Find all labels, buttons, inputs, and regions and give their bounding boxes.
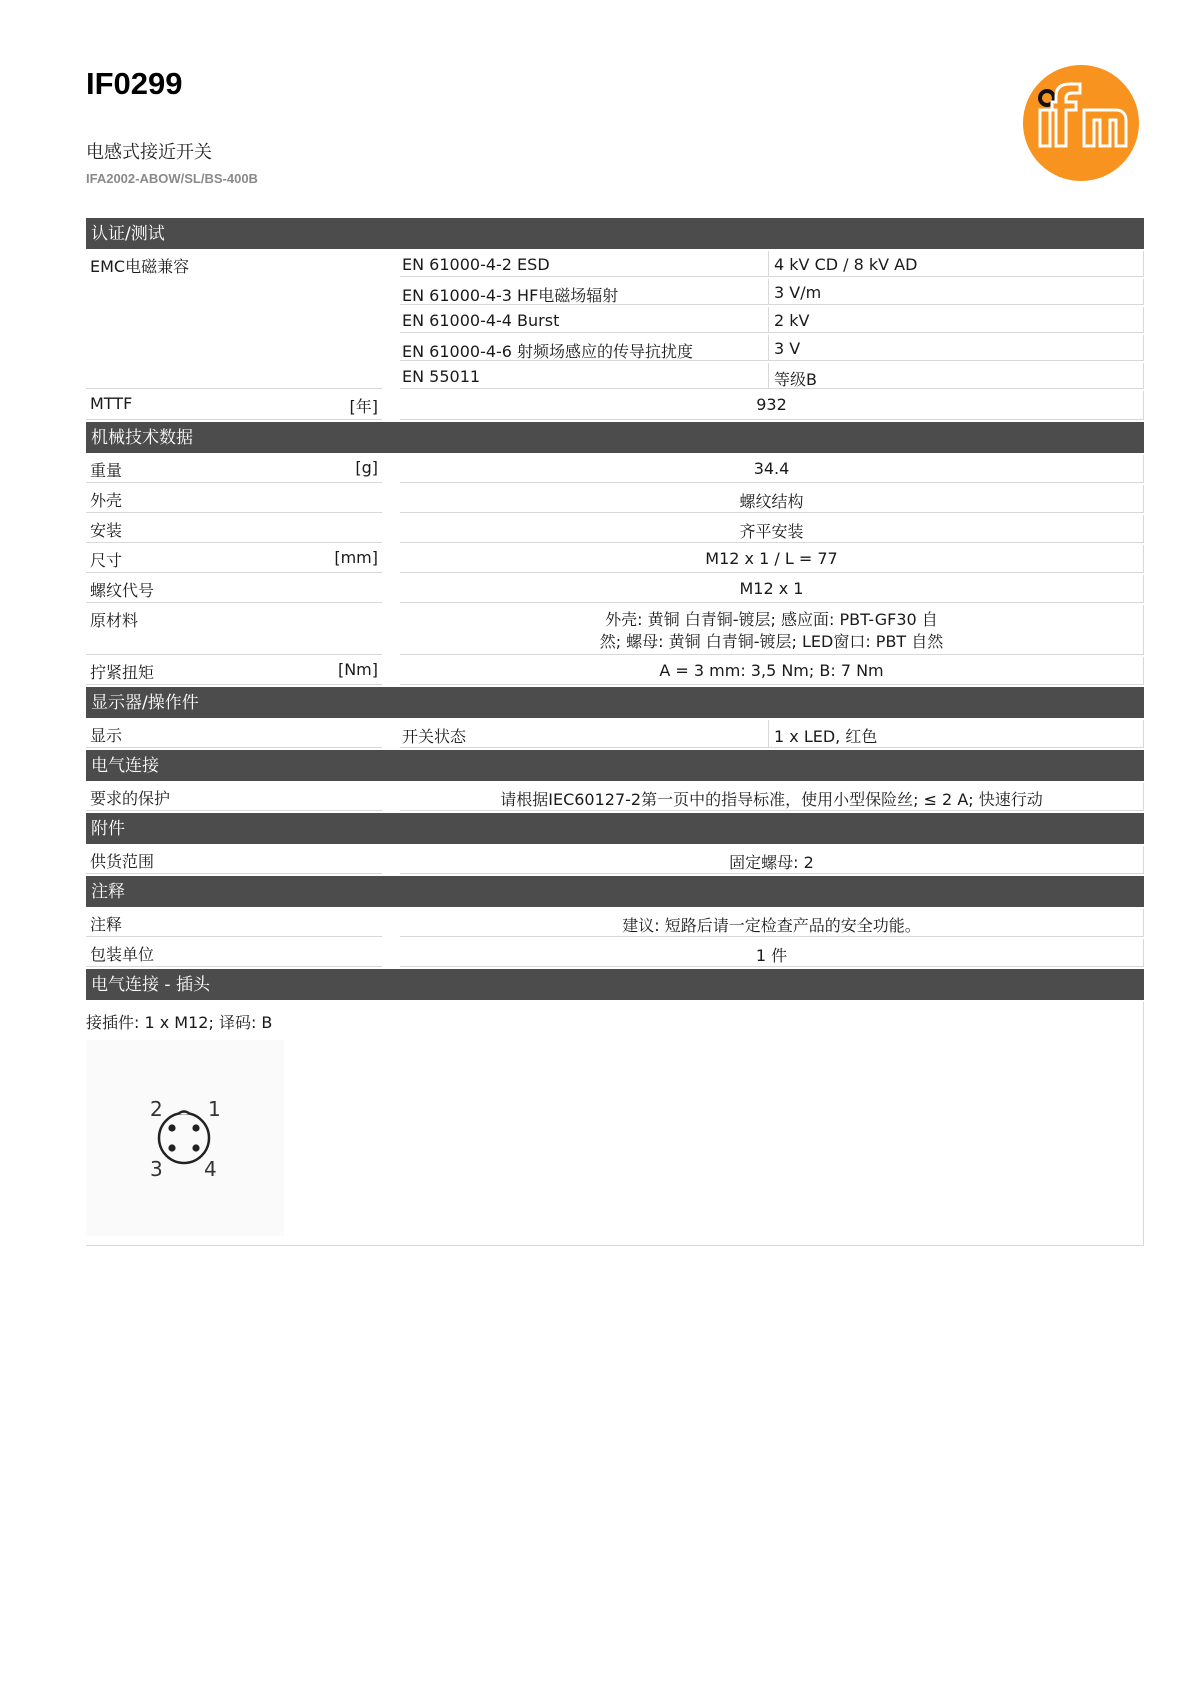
display-row [86,720,1144,748]
emc-value: 等级B [769,363,1144,389]
emc-value: 3 V [769,335,1144,361]
scope-value: 固定螺母: 2 [400,846,1144,874]
product-title: IF0299 [86,66,183,101]
material-row [86,605,1144,655]
pin-3-label: 3 [150,1157,163,1181]
emc-row-1 [400,251,1144,277]
material-line-2: 然; 螺母: 黄铜 白青铜-镀层; LED窗口: PBT 自然 [599,631,944,651]
logo-text: ifm [1079,175,1083,177]
emc-standard: EN 61000-4-3 HF电磁场辐射 [400,279,769,305]
protection-value: 请根据IEC60127-2第一页中的指导标准，使用小型保险丝; ≤ 2 A; 快速行动 [400,783,1144,811]
protection-row [86,783,1144,811]
housing-value: 螺纹结构 [400,485,1144,513]
notes-label: 注释 [90,915,123,934]
mounting-row [86,515,1144,543]
emc-row [86,251,1144,389]
pin-2-label: 2 [150,1097,163,1121]
mttf-label-cell [86,391,382,420]
section-mechanical: 机械技术数据 [86,422,1144,453]
emc-standard: EN 61000-4-2 ESD [400,251,769,277]
emc-standard: EN 55011 [400,363,769,389]
torque-label: 拧紧扭矩 [90,663,155,682]
weight-label: 重量 [90,461,123,480]
thread-label: 螺纹代号 [90,581,155,600]
section-accessories: 附件 [86,813,1144,844]
mounting-label: 安装 [90,521,123,540]
mttf-value: 932 [400,391,1144,420]
mttf-label: MTTF [90,394,133,413]
product-subtitle: 电感式接近开关 [86,142,212,163]
material-label: 原材料 [90,611,139,630]
packing-value: 1 件 [400,939,1144,967]
switch-state-value: 1 x LED, 红色 [769,720,1144,748]
notes-value: 建议: 短路后请一定检查产品的安全功能。 [400,909,1144,937]
dimensions-row [86,545,1144,573]
ifm-logo [1022,64,1140,182]
connector-label: 接插件: 1 x M12; 译码: B [86,1013,273,1032]
material-value [400,605,1144,655]
mttf-row [86,391,1144,420]
dimensions-unit: [mm] [334,548,378,567]
torque-unit: [Nm] [337,660,378,679]
weight-unit: [g] [355,458,378,477]
torque-row [86,657,1144,685]
torque-value: A = 3 mm: 3,5 Nm; B: 7 Nm [400,657,1144,685]
pin-layout-diagram [86,1040,284,1236]
section-electrical: 电气连接 [86,750,1144,781]
mounting-value: 齐平安装 [400,515,1144,543]
housing-row [86,485,1144,513]
section-notes: 注释 [86,876,1144,907]
product-code: IFA2002-ABOW/SL/BS-400B [86,171,258,186]
notes-row [86,909,1144,937]
switch-state-label: 开关状态 [400,720,769,748]
material-line-1: 外壳: 黄铜 白青铜-镀层; 感应面: PBT-GF30 自 [605,609,938,629]
emc-row-5 [400,363,1144,389]
pin-4-label: 4 [204,1157,217,1181]
section-display: 显示器/操作件 [86,687,1144,718]
emc-standard: EN 61000-4-6 射频场感应的传导抗扰度 [400,335,769,361]
pin-1-label: 1 [208,1097,221,1121]
mttf-unit: [年] [349,397,378,416]
scope-row [86,846,1144,874]
emc-row-3 [400,307,1144,333]
emc-row-2 [400,279,1144,305]
emc-standard: EN 61000-4-4 Burst [400,307,769,333]
weight-value: 34.4 [400,455,1144,483]
protection-label: 要求的保护 [90,789,171,808]
thread-value: M12 x 1 [400,575,1144,603]
datasheet [86,218,1144,1246]
emc-label-cell [86,251,382,389]
emc-table [400,251,1144,389]
packing-label: 包装单位 [90,945,155,964]
section-certification: 认证/测试 [86,218,1144,249]
emc-value: 2 kV [769,307,1144,333]
emc-value: 3 V/m [769,279,1144,305]
display-label: 显示 [90,726,123,745]
packing-row [86,939,1144,967]
housing-label: 外壳 [90,491,123,510]
section-connector: 电气连接 - 插头 [86,969,1144,1000]
emc-value: 4 kV CD / 8 kV AD [769,251,1144,277]
weight-row [86,455,1144,483]
connector-box [86,1002,1144,1246]
dimensions-label: 尺寸 [90,551,123,570]
emc-row-4 [400,335,1144,361]
thread-row [86,575,1144,603]
emc-label: EMC电磁兼容 [90,257,190,276]
dimensions-value: M12 x 1 / L = 77 [400,545,1144,573]
scope-label: 供货范围 [90,852,155,871]
